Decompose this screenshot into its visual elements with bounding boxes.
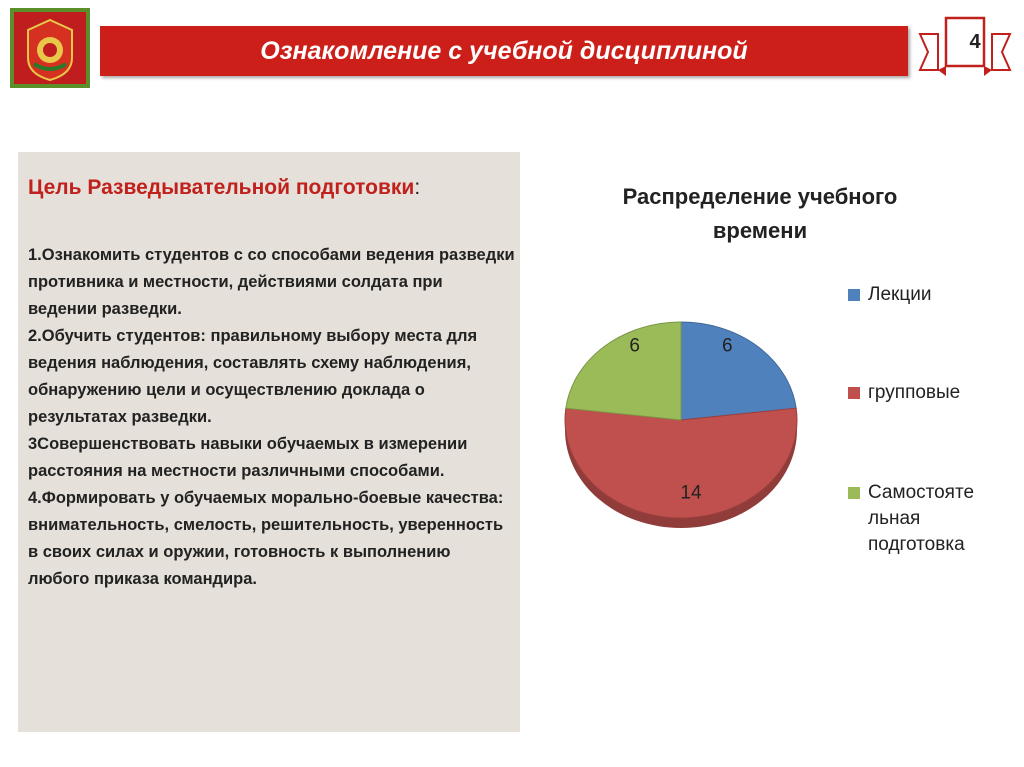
page-number: 4	[969, 31, 981, 53]
legend-label	[868, 480, 1024, 558]
pie-data-label: 6	[722, 335, 733, 357]
legend-label-line: Лекции	[868, 284, 932, 305]
legend-swatch	[848, 289, 860, 301]
pie-slice-3	[566, 322, 681, 420]
emblem-logo	[10, 8, 90, 88]
goal-item: 3Совершенствовать навыки обучаемых в измерении расстояния на местности различными способами.	[28, 435, 468, 480]
goals-list	[28, 242, 516, 593]
legend-label	[868, 282, 1024, 308]
chart-title: Распределение учебного времени	[622, 184, 898, 243]
pie-data-label: 6	[629, 335, 640, 357]
goal-item: 4.Формировать у обучаемых морально-боевые качества: внимательность, смелость, решительность, уверенность в своих силах и оружии, готовность к выполнению любого приказа командира.	[28, 489, 504, 588]
legend-swatch	[848, 387, 860, 399]
pie-slice-1	[681, 322, 796, 420]
page-number-badge	[912, 14, 1018, 84]
pie-data-label: 14	[680, 482, 702, 504]
page-title: Ознакомление с учебной дисциплиной	[260, 36, 748, 65]
goal-item: 1.Ознакомить студентов с со способами ведения разведки противника и местности, действиями солдата при ведении разведки.	[28, 246, 515, 318]
legend-label-line: групповые	[868, 382, 961, 403]
goal-item: 2.Обучить студентов: правильному выбору места для ведения наблюдения, составлять схему наблюдения, обнаружению цели и осуществлению доклада о результатах разведки.	[28, 327, 478, 426]
legend-swatch	[848, 487, 860, 499]
goals-heading	[28, 174, 508, 202]
legend-label	[868, 380, 1024, 406]
legend-label-line: льная	[868, 508, 921, 529]
pie-chart-area	[530, 150, 1024, 600]
legend-label-line: Самостояте	[868, 482, 975, 503]
goals-panel	[18, 152, 520, 732]
legend-label-line: подготовка	[868, 534, 965, 555]
pie-chart	[530, 300, 830, 560]
goals-heading-colon: :	[414, 176, 421, 199]
goals-heading-text: Цель Разведывательной подготовки	[28, 176, 415, 199]
title-bar	[100, 26, 908, 76]
